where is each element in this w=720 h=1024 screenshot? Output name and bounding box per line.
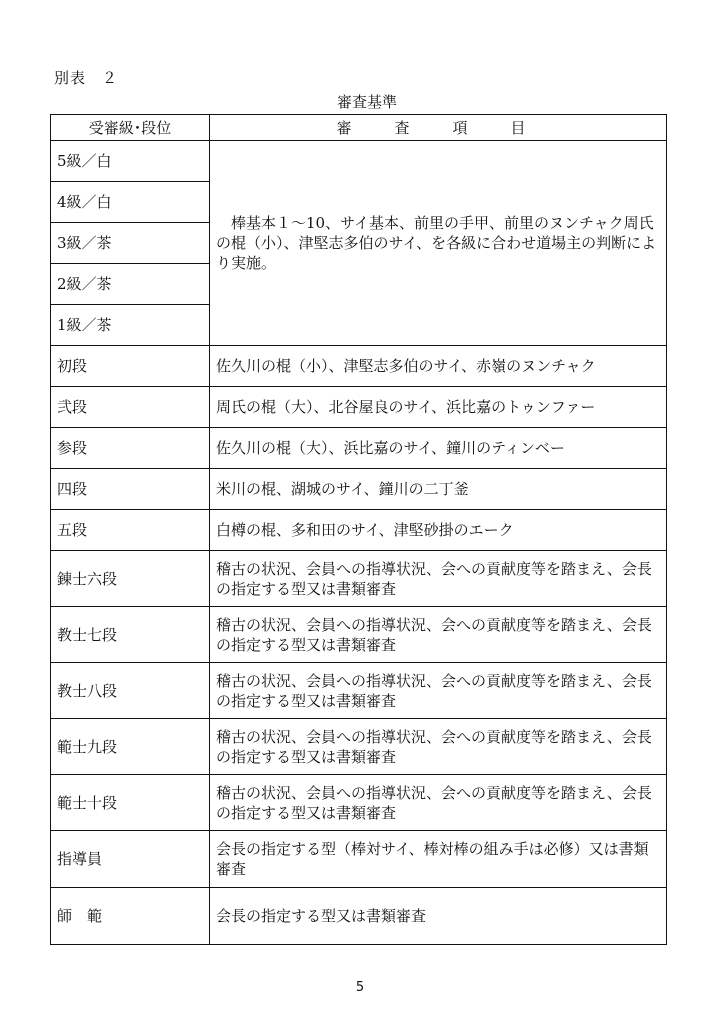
table-row [51,387,667,428]
grade-cell: 弐段 [51,387,210,428]
grade-cell: 初段 [51,346,210,387]
grade-cell: 1級／茶 [51,305,210,346]
table-row [51,510,667,551]
items-cell: 佐久川の棍（小）、津堅志多伯のサイ、赤嶺のヌンチャク [210,346,667,387]
items-cell: 周氏の棍（大）、北谷屋良のサイ、浜比嘉のトゥンファー [210,387,667,428]
table-row [51,719,667,775]
grade-cell: 四段 [51,469,210,510]
grade-cell: 3級／茶 [51,223,210,264]
items-cell: 稽古の状況、会員への指導状況、会への貢献度等を踏まえ、会長の指定する型又は書類審査 [210,719,667,775]
grade-cell: 錬士六段 [51,551,210,607]
items-cell: 会長の指定する型又は書類審査 [210,888,667,945]
grade-cell: 4級／白 [51,182,210,223]
grade-cell: 師 範 [51,888,210,945]
table-row [51,346,667,387]
items-cell: 稽古の状況、会員への指導状況、会への貢献度等を踏まえ、会長の指定する型又は書類審査 [210,607,667,663]
table-row [51,551,667,607]
grade-cell: 範士十段 [51,775,210,831]
table-row [51,775,667,831]
table-row [51,888,667,945]
grade-cell: 五段 [51,510,210,551]
items-cell: 佐久川の棍（大）、浜比嘉のサイ、鐘川のティンベー [210,428,667,469]
table-row [51,428,667,469]
table-row [51,469,667,510]
document-title: 審査基準 [336,93,397,111]
grade-cell: 教士七段 [51,607,210,663]
page-number: 5 [355,980,365,995]
grade-cell: 5級／白 [51,141,210,182]
items-cell: 白樽の棍、多和田のサイ、津堅砂掛のエーク [210,510,667,551]
table-header-row [51,115,667,141]
grade-cell: 範士九段 [51,719,210,775]
table-row [51,663,667,719]
grade-cell: 2級／茶 [51,264,210,305]
kyu-items-cell: 棒基本１～10、サイ基本、前里の手甲、前里のヌンチャク周氏の棍（小）、津堅志多伯のサイ、を各級に合わせ道場主の判断により実施。 [210,141,667,346]
table-row [51,141,667,182]
grade-cell: 教士八段 [51,663,210,719]
items-cell: 米川の棍、湖城のサイ、鐘川の二丁釜 [210,469,667,510]
attachment-label: 別表 ２ [54,69,119,87]
grade-cell: 参段 [51,428,210,469]
items-column-header: 審 査 項 目 [210,115,667,141]
table-row [51,607,667,663]
items-cell: 会長の指定する型（棒対サイ、棒対棒の組み手は必修）又は書類審査 [210,831,667,888]
items-cell: 稽古の状況、会員への指導状況、会への貢献度等を踏まえ、会長の指定する型又は書類審査 [210,551,667,607]
criteria-table [50,114,667,945]
grade-column-header: 受審級･段位 [51,115,210,141]
table-row [51,831,667,888]
items-cell: 稽古の状況、会員への指導状況、会への貢献度等を踏まえ、会長の指定する型又は書類審査 [210,775,667,831]
items-cell: 稽古の状況、会員への指導状況、会への貢献度等を踏まえ、会長の指定する型又は書類審査 [210,663,667,719]
grade-cell: 指導員 [51,831,210,888]
